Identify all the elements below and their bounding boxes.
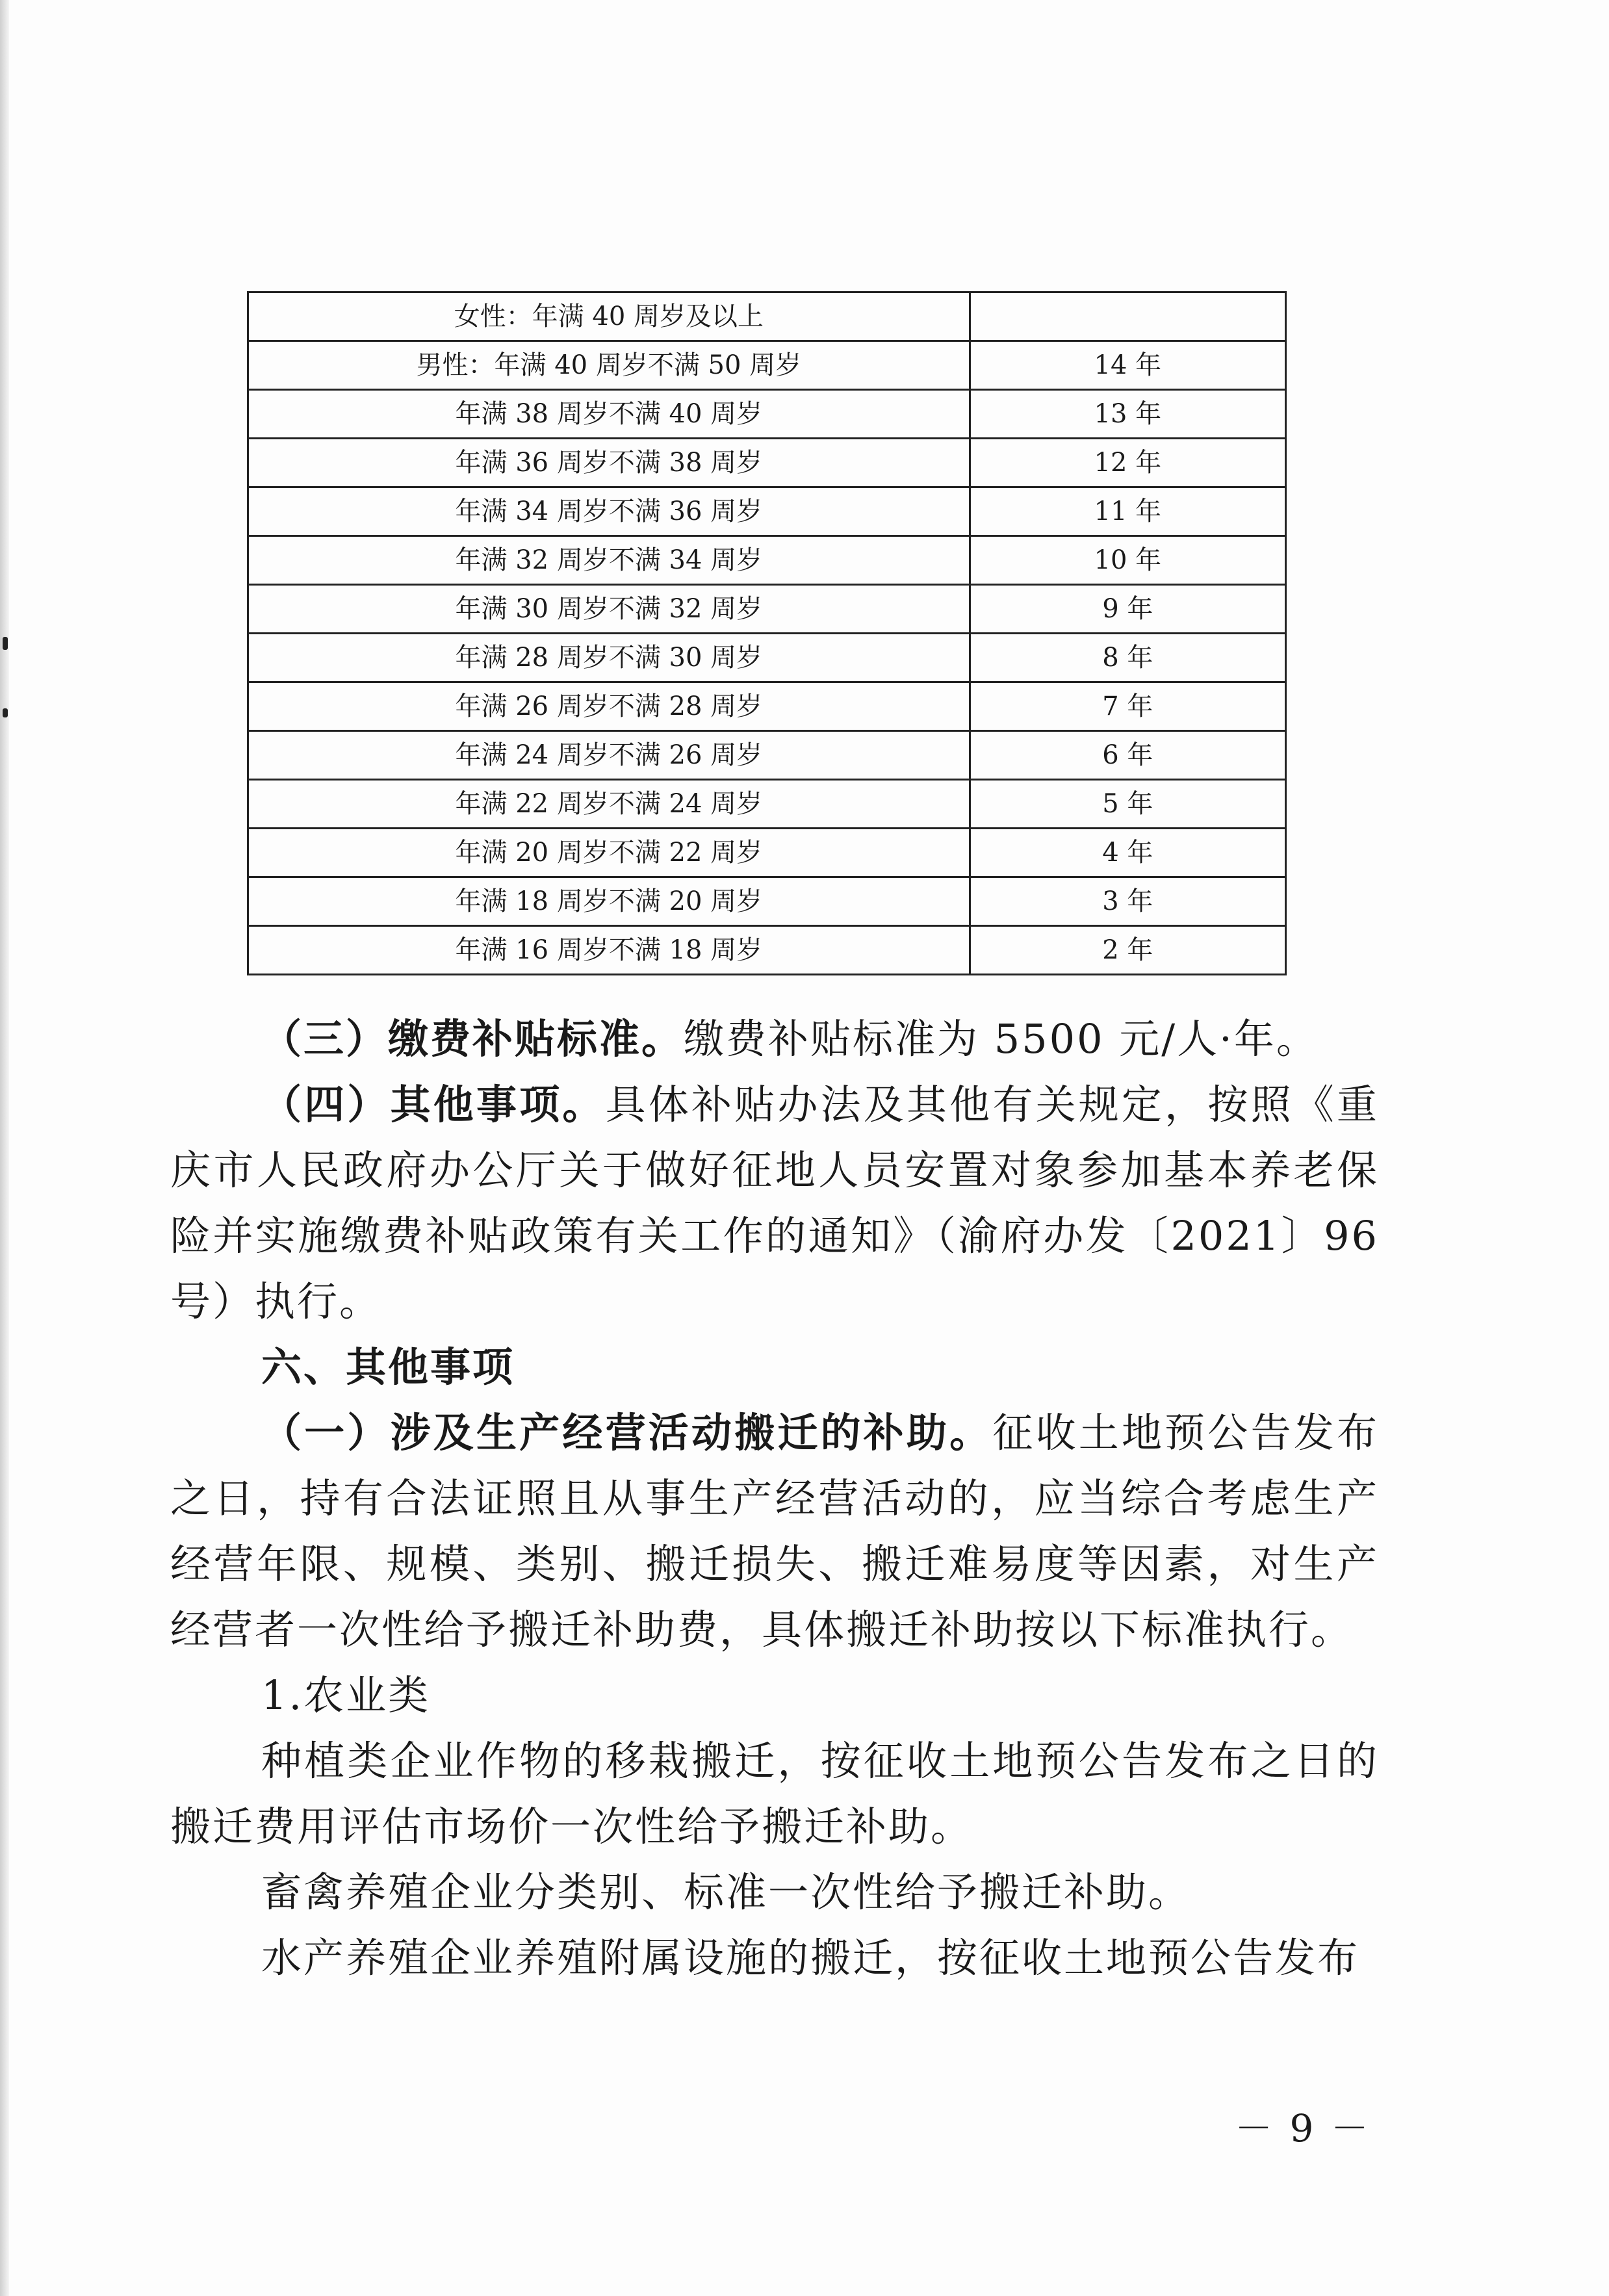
paragraph-text: 征收土地预公告发布之日，持有合法证照且从事生产经营活动的，应当综合考虑生产经营年限、规模、类别、搬迁损失、搬迁难易度等因素，对生产经营者一次性给予搬迁补助费，具体搬迁补助按以下标准执行。: [170, 1409, 1379, 1653]
table-row: [248, 634, 1286, 682]
years-cell: 9 年: [970, 585, 1285, 634]
body-text: [170, 1006, 1379, 1991]
paragraph-relocation-subsidy: [170, 1400, 1379, 1662]
years-cell: 6 年: [970, 731, 1285, 780]
years-cell: 3 年: [970, 877, 1285, 926]
section-heading: 六、其他事项: [261, 1343, 515, 1391]
age-range-cell: 年满 16 周岁不满 18 周岁: [248, 926, 970, 975]
age-years-table: [247, 291, 1287, 975]
years-cell: 10 年: [970, 536, 1285, 585]
years-cell: 4 年: [970, 829, 1285, 877]
years-cell: 2 年: [970, 926, 1285, 975]
table-row: [248, 292, 1286, 341]
age-range-cell: 年满 34 周岁不满 36 周岁: [248, 487, 970, 536]
age-range-cell: 女性：年满 40 周岁及以上: [248, 292, 970, 341]
table-row: [248, 536, 1286, 585]
years-cell: 8 年: [970, 634, 1285, 682]
paragraph-text: 缴费补贴标准为 5500 元/人·年。: [684, 1015, 1319, 1063]
paragraph-planting: 种植类企业作物的移栽搬迁，按征收土地预公告发布之日的搬迁费用评估市场价一次性给予搬迁补助。: [170, 1737, 1379, 1850]
table-row: [248, 390, 1286, 439]
paragraph-livestock: 畜禽养殖企业分类别、标准一次性给予搬迁补助。: [261, 1868, 1191, 1916]
age-range-cell: 男性：年满 40 周岁不满 50 周岁: [248, 341, 970, 390]
paragraph-heading: （一）涉及生产经营活动搬迁的补助。: [261, 1409, 993, 1456]
table-row: [248, 487, 1286, 536]
age-range-cell: 年满 32 周岁不满 34 周岁: [248, 536, 970, 585]
years-cell: 14 年: [970, 341, 1285, 390]
scan-mark: [3, 637, 8, 650]
scan-mark: [3, 708, 8, 717]
paragraph-text: 具体补贴办法及其他有关规定，按照《重庆市人民政府办公厅关于做好征地人员安置对象参加基本养老保险并实施缴费补贴政策有关工作的通知》（渝府办发〔2021〕96 号）执行。: [170, 1081, 1379, 1325]
age-range-cell: 年满 22 周岁不满 24 周岁: [248, 780, 970, 829]
paragraph-other-matters: [170, 1072, 1379, 1334]
age-range-cell: 年满 26 周岁不满 28 周岁: [248, 682, 970, 731]
years-cell: 5 年: [970, 780, 1285, 829]
age-range-cell: 年满 30 周岁不满 32 周岁: [248, 585, 970, 634]
years-cell: [970, 292, 1285, 341]
age-range-cell: 年满 38 周岁不满 40 周岁: [248, 390, 970, 439]
paragraph-aquaculture: 水产养殖企业养殖附属设施的搬迁，按征收土地预公告发布: [261, 1934, 1360, 1981]
table-row: [248, 877, 1286, 926]
years-cell: 11 年: [970, 487, 1285, 536]
table-row: [248, 829, 1286, 877]
paragraph-heading: （三）缴费补贴标准。: [261, 1015, 684, 1063]
item-agriculture: 1.农业类: [261, 1671, 431, 1719]
age-range-cell: 年满 20 周岁不满 22 周岁: [248, 829, 970, 877]
age-range-cell: 年满 24 周岁不满 26 周岁: [248, 731, 970, 780]
paragraph-heading: （四）其他事项。: [261, 1081, 606, 1128]
paragraph-payment-subsidy: [170, 1006, 1379, 1072]
table-row: [248, 926, 1286, 975]
years-cell: 13 年: [970, 390, 1285, 439]
table-row: [248, 341, 1286, 390]
years-cell: 12 年: [970, 439, 1285, 487]
table-row: [248, 585, 1286, 634]
table-row: [248, 682, 1286, 731]
page-number: － 9 －: [1235, 2106, 1371, 2150]
table-row: [248, 731, 1286, 780]
table-row: [248, 780, 1286, 829]
age-range-cell: 年满 18 周岁不满 20 周岁: [248, 877, 970, 926]
age-range-cell: 年满 36 周岁不满 38 周岁: [248, 439, 970, 487]
table-row: [248, 439, 1286, 487]
age-range-cell: 年满 28 周岁不满 30 周岁: [248, 634, 970, 682]
scan-edge: [0, 0, 9, 2296]
years-cell: 7 年: [970, 682, 1285, 731]
